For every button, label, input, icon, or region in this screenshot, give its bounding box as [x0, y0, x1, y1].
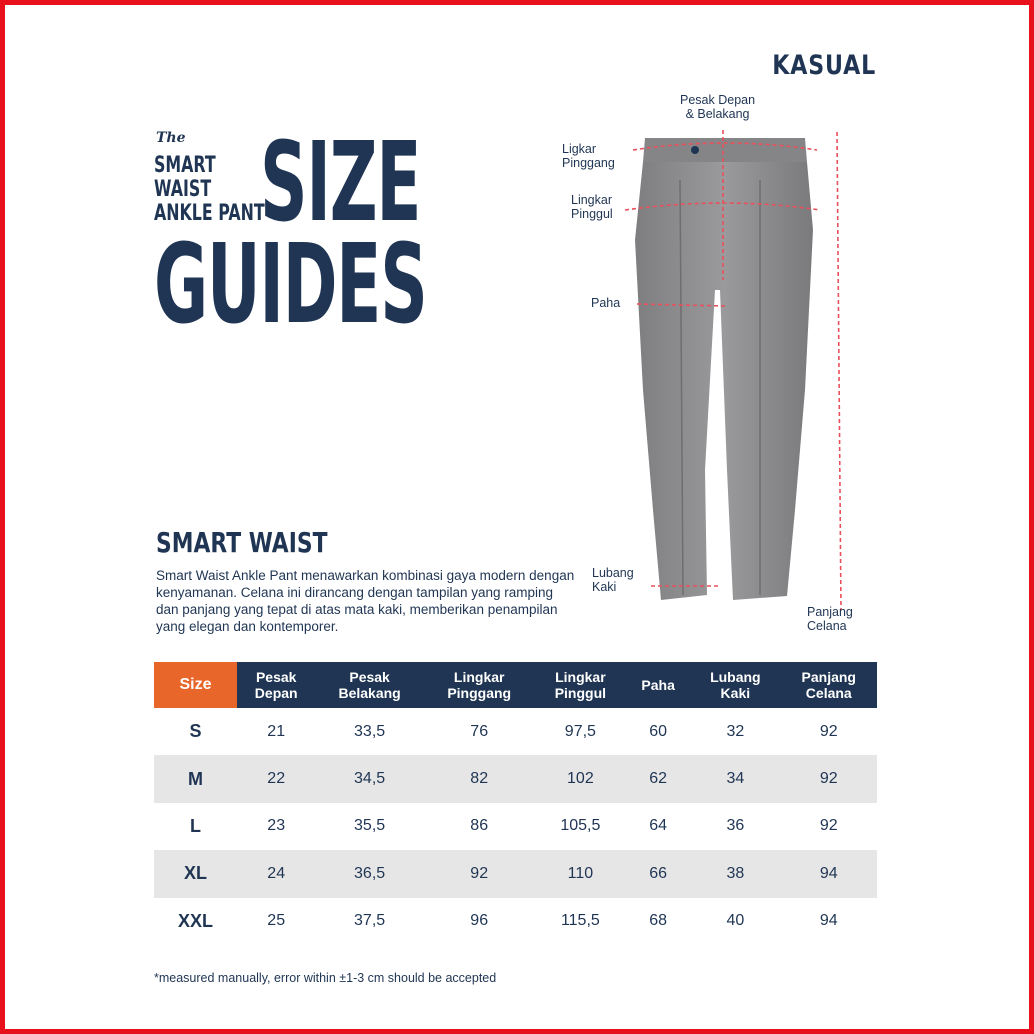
pant-diagram: [555, 90, 875, 650]
header-lingkar-pinggang: Lingkar Pinggang: [424, 662, 535, 708]
table-cell: 92: [424, 850, 535, 897]
footnote: *measured manually, error within ±1-3 cm should be accepted: [154, 971, 497, 985]
table-row: [154, 708, 877, 755]
table-cell: 92: [819, 722, 838, 740]
title-size: SIZE: [260, 118, 421, 246]
table-cell: 35,5: [354, 817, 386, 835]
title-the: The: [156, 130, 186, 146]
section-title: SMART WAIST: [156, 526, 328, 559]
label-pesak: Pesak Depan & Belakang: [680, 93, 756, 121]
table-cell: 82: [424, 755, 535, 802]
table-cell: 96: [470, 912, 489, 930]
pant-button-icon: [691, 146, 699, 154]
header-size: Size: [154, 662, 237, 708]
table-cell: 115,5: [560, 912, 600, 930]
table-cell: S: [189, 721, 202, 742]
table-row: [154, 803, 877, 850]
table-cell: 37,5: [354, 912, 386, 930]
table-cell: L: [190, 815, 201, 836]
title-line-ankle-pant: ANKLE PANT: [154, 201, 265, 226]
table-cell: 110: [535, 850, 627, 897]
label-lingkar-pinggul: Lingkar Pinggul: [571, 193, 613, 221]
table-cell: 36: [726, 817, 745, 835]
product-description: Smart Waist Ankle Pant menawarkan kombinasi gaya modern dengan kenyamanan. Celana ini dirancang dengan tampilan yang ramping dan panjang yang tepat di atas mata kaki, memberikan penampilan yang elegan dan kontemporer.: [156, 568, 575, 634]
table-cell: 102: [535, 755, 627, 802]
header-paha: Paha: [626, 662, 690, 708]
table-cell: 23: [267, 817, 286, 835]
table-row: [154, 755, 877, 802]
table-cell: 64: [649, 817, 668, 835]
table-cell: 21: [267, 722, 286, 740]
header-lingkar-pinggul: Lingkar Pinggul: [535, 662, 627, 708]
table-cell: 40: [726, 912, 745, 930]
table-cell: 24: [237, 850, 315, 897]
header-pesak-depan: Pesak Depan: [237, 662, 315, 708]
table-cell: 38: [690, 850, 780, 897]
table-cell: XXL: [177, 910, 213, 931]
table-cell: 34: [690, 755, 780, 802]
table-cell: 25: [267, 912, 286, 930]
header-pesak-belakang: Pesak Belakang: [315, 662, 423, 708]
table-cell: 97,5: [564, 722, 596, 740]
size-table-header: [154, 662, 877, 708]
table-cell: 94: [819, 912, 838, 930]
header-panjang-celana: Panjang Celana: [781, 662, 877, 708]
table-cell: 76: [470, 722, 489, 740]
table-cell: 36,5: [315, 850, 423, 897]
title-line-waist: WAIST: [154, 177, 212, 202]
table-cell: 105,5: [560, 817, 601, 835]
table-cell: 60: [649, 722, 668, 740]
pant-waistband: [643, 138, 807, 162]
title-line-smart: SMART: [154, 153, 216, 178]
table-cell: 66: [626, 850, 690, 897]
table-cell: 86: [470, 817, 489, 835]
category-label: KASUAL: [772, 50, 876, 81]
header-lubang-kaki: Lubang Kaki: [690, 662, 780, 708]
size-table: [154, 662, 877, 945]
label-lubang-kaki: Lubang Kaki: [592, 566, 634, 594]
label-paha: Paha: [591, 296, 621, 310]
table-cell: M: [154, 755, 237, 802]
table-cell: XL: [154, 850, 237, 897]
table-row: [154, 898, 877, 945]
table-cell: 94: [781, 850, 877, 897]
label-panjang-celana: Panjang Celana: [807, 605, 853, 633]
title-guides: GUIDES: [154, 220, 427, 348]
table-cell: 68: [649, 912, 668, 930]
table-cell: 34,5: [315, 755, 423, 802]
table-cell: 33,5: [354, 722, 386, 740]
label-lingkar-pinggang: Ligkar Pinggang: [562, 142, 615, 170]
title-block: [152, 118, 432, 348]
measure-panjang: [837, 132, 841, 610]
pant-body: [635, 162, 813, 600]
table-cell: 22: [237, 755, 315, 802]
table-cell: 62: [626, 755, 690, 802]
table-row: [154, 850, 877, 897]
table-cell: 92: [781, 755, 877, 802]
table-cell: 32: [726, 722, 745, 740]
table-cell: 92: [819, 817, 838, 835]
